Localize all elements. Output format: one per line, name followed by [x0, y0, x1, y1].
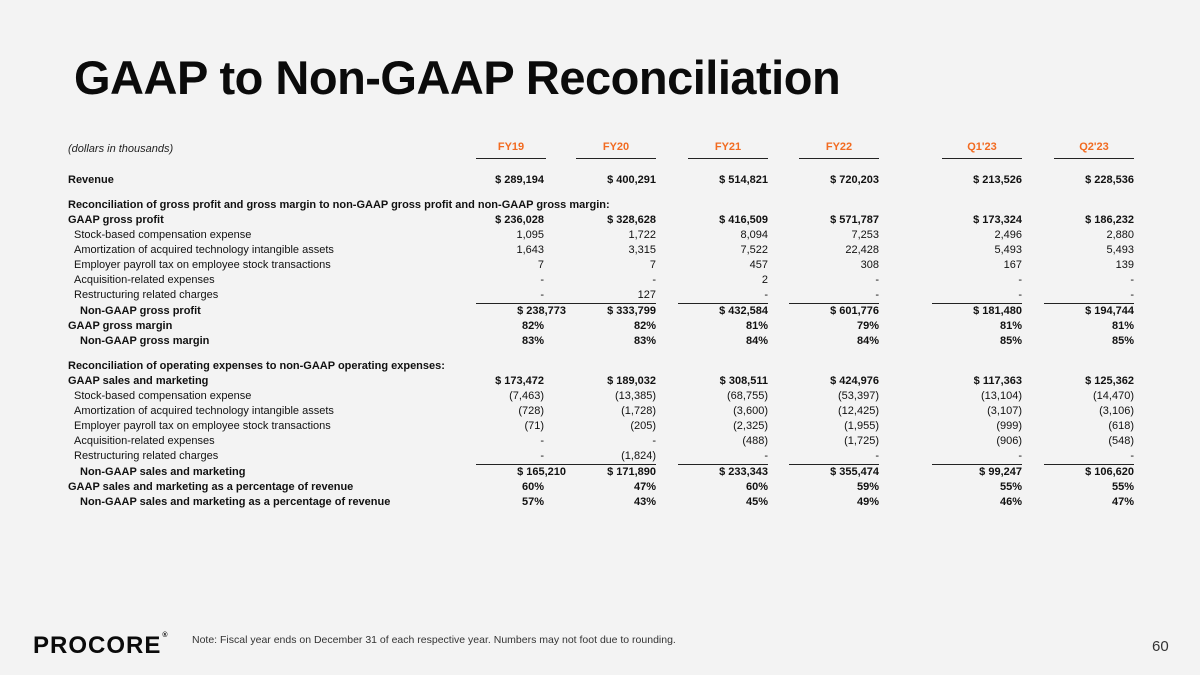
- table-row: [68, 495, 1134, 510]
- cell: $ 328,628: [607, 214, 656, 226]
- cell: $ 228,536: [1085, 174, 1134, 186]
- col-header-fy20: FY20: [544, 140, 656, 163]
- col-header-fy22: FY22: [768, 140, 879, 163]
- row-label: Restructuring related charges: [74, 289, 219, 301]
- cell: (728): [518, 405, 544, 417]
- table-row: [68, 434, 1134, 449]
- table-row: [68, 374, 1134, 389]
- cell: 47%: [1111, 496, 1134, 508]
- footnote: Note: Fiscal year ends on December 31 of each respective year. Numbers may not foot due to rounding.: [192, 634, 676, 646]
- table-row-total: [68, 303, 1134, 319]
- cell: $ 181,480: [879, 303, 1022, 319]
- cell: 85%: [1111, 335, 1134, 347]
- row-label: GAAP sales and marketing: [68, 375, 209, 387]
- cell: -: [1018, 274, 1022, 286]
- cell: $ 99,247: [879, 464, 1022, 480]
- cell: (13,385): [615, 390, 656, 402]
- row-label: Acquisition-related expenses: [74, 274, 215, 286]
- cell: (68,755): [727, 390, 768, 402]
- row-label: Revenue: [68, 174, 114, 186]
- cell: -: [1018, 289, 1022, 301]
- procore-logo: PROCORE®: [33, 632, 169, 659]
- cell: (2,325): [733, 420, 768, 432]
- cell: 2: [761, 274, 768, 286]
- table-row: [68, 419, 1134, 434]
- cell: 47%: [633, 481, 656, 493]
- cell: 7,522: [740, 244, 768, 256]
- cell: $ 125,362: [1085, 375, 1134, 387]
- cell: (7,463): [509, 390, 544, 402]
- cell: $ 186,232: [1085, 214, 1134, 226]
- cell: -: [540, 289, 544, 301]
- row-label: Non-GAAP gross margin: [80, 335, 210, 347]
- cell: -: [540, 274, 544, 286]
- cell: $ 171,890: [544, 464, 656, 480]
- page-title: GAAP to Non-GAAP Reconciliation: [74, 51, 841, 104]
- cell: 81%: [745, 320, 768, 332]
- cell: (71): [524, 420, 544, 432]
- cell: -: [652, 274, 656, 286]
- cell: (1,725): [844, 435, 879, 447]
- row-label: Amortization of acquired technology intangible assets: [74, 244, 334, 256]
- cell: (1,728): [621, 405, 656, 417]
- cell: 83%: [521, 335, 544, 347]
- cell: (488): [742, 435, 768, 447]
- cell: 57%: [521, 496, 544, 508]
- cell: 60%: [745, 481, 768, 493]
- cell: 127: [637, 289, 656, 301]
- col-header-q1-23: Q1'23: [879, 140, 1022, 163]
- table-row: [68, 213, 1134, 228]
- cell: (906): [996, 435, 1022, 447]
- col-header-fy21: FY21: [656, 140, 768, 163]
- cell: $ 400,291: [607, 174, 656, 186]
- cell: 1,722: [628, 229, 656, 241]
- cell: $ 173,324: [973, 214, 1022, 226]
- row-label: Employer payroll tax on employee stock transactions: [74, 420, 331, 432]
- cell: $ 720,203: [830, 174, 879, 186]
- cell: (548): [1108, 435, 1134, 447]
- cell: 55%: [1111, 481, 1134, 493]
- cell: 46%: [999, 496, 1022, 508]
- section-label: Reconciliation of operating expenses to non-GAAP operating expenses:: [68, 360, 445, 372]
- table-row-revenue: [68, 173, 1134, 188]
- cell: -: [764, 450, 768, 462]
- cell: (999): [996, 420, 1022, 432]
- cell: (3,106): [1099, 405, 1134, 417]
- table-row: [68, 258, 1134, 273]
- cell: $ 424,976: [830, 375, 879, 387]
- row-label: Stock-based compensation expense: [74, 229, 252, 241]
- cell: $ 432,584: [656, 303, 768, 319]
- cell: 457: [749, 259, 768, 271]
- table-row-total: [68, 464, 1134, 480]
- cell: 167: [1003, 259, 1022, 271]
- cell: $ 173,472: [495, 375, 544, 387]
- cell: (13,104): [981, 390, 1022, 402]
- cell: $ 117,363: [973, 375, 1022, 387]
- cell: (12,425): [838, 405, 879, 417]
- cell: (1,955): [844, 420, 879, 432]
- cell: 2,496: [994, 229, 1022, 241]
- cell: 81%: [1111, 320, 1134, 332]
- cell: 5,493: [1106, 244, 1134, 256]
- cell: 60%: [521, 481, 544, 493]
- cell: (3,107): [987, 405, 1022, 417]
- cell: $ 236,028: [495, 214, 544, 226]
- cell: $ 308,511: [719, 375, 768, 387]
- cell: $ 194,744: [1022, 303, 1134, 319]
- cell: 3,315: [628, 244, 656, 256]
- cell: $ 333,799: [544, 303, 656, 319]
- cell: $ 189,032: [607, 375, 656, 387]
- cell: 308: [860, 259, 879, 271]
- cell: $ 289,194: [495, 174, 544, 186]
- table-row: [68, 288, 1134, 303]
- table-row: [68, 319, 1134, 334]
- cell: $ 213,526: [973, 174, 1022, 186]
- section-heading-operating-expenses: [68, 359, 1134, 374]
- cell: 82%: [633, 320, 656, 332]
- cell: 85%: [999, 335, 1022, 347]
- cell: 43%: [633, 496, 656, 508]
- row-label: Non-GAAP sales and marketing as a percentage of revenue: [80, 496, 391, 508]
- cell: -: [652, 435, 656, 447]
- table-row: [68, 228, 1134, 243]
- row-label: GAAP sales and marketing as a percentage of revenue: [68, 481, 354, 493]
- cell: $ 238,773: [476, 303, 544, 319]
- cell: (3,600): [733, 405, 768, 417]
- cell: $ 514,821: [719, 174, 768, 186]
- cell: $ 571,787: [830, 214, 879, 226]
- row-label: GAAP gross profit: [68, 214, 164, 226]
- cell: 84%: [856, 335, 879, 347]
- cell: -: [1130, 274, 1134, 286]
- cell: 8,094: [740, 229, 768, 241]
- cell: 7,253: [851, 229, 879, 241]
- header-row: [68, 140, 1134, 163]
- cell: (1,824): [621, 450, 656, 462]
- table-row: [68, 404, 1134, 419]
- row-label: Employer payroll tax on employee stock transactions: [74, 259, 331, 271]
- cell: 1,643: [516, 244, 544, 256]
- cell: 84%: [745, 335, 768, 347]
- table-row: [68, 389, 1134, 404]
- cell: 2,880: [1106, 229, 1134, 241]
- cell: 139: [1115, 259, 1134, 271]
- cell: (14,470): [1093, 390, 1134, 402]
- table-row: [68, 334, 1134, 349]
- row-label: Amortization of acquired technology intangible assets: [74, 405, 334, 417]
- row-label: Non-GAAP sales and marketing: [80, 465, 246, 478]
- cell: 59%: [856, 481, 879, 493]
- cell: 79%: [856, 320, 879, 332]
- cell: 83%: [633, 335, 656, 347]
- cell: 49%: [856, 496, 879, 508]
- cell: -: [764, 289, 768, 301]
- cell: 5,493: [994, 244, 1022, 256]
- table-row: [68, 449, 1134, 464]
- cell: $ 416,509: [719, 214, 768, 226]
- table-row: [68, 243, 1134, 258]
- row-label: Stock-based compensation expense: [74, 390, 252, 402]
- cell: (618): [1108, 420, 1134, 432]
- cell: 55%: [999, 481, 1022, 493]
- cell: 82%: [521, 320, 544, 332]
- cell: -: [1130, 450, 1134, 462]
- section-heading-gross-profit: [68, 198, 1134, 213]
- cell: $ 233,343: [656, 464, 768, 480]
- section-label: Reconciliation of gross profit and gross margin to non-GAAP gross profit and non-GAAP gross margin:: [68, 199, 610, 211]
- row-label: Non-GAAP gross profit: [80, 304, 201, 317]
- cell: 45%: [745, 496, 768, 508]
- cell: -: [875, 274, 879, 286]
- cell: 1,095: [516, 229, 544, 241]
- col-header-q2-23: Q2'23: [1022, 140, 1134, 163]
- row-label: Restructuring related charges: [74, 450, 219, 462]
- cell: -: [1018, 450, 1022, 462]
- cell: -: [875, 289, 879, 301]
- cell: $ 355,474: [768, 464, 879, 480]
- cell: 7: [537, 259, 544, 271]
- table-row: [68, 480, 1134, 495]
- cell: -: [540, 450, 544, 462]
- table-row: [68, 273, 1134, 288]
- reconciliation-table-container: [68, 140, 1134, 510]
- cell: (53,397): [838, 390, 879, 402]
- cell: $ 106,620: [1022, 464, 1134, 480]
- cell: $ 165,210: [476, 464, 544, 480]
- cell: $ 601,776: [768, 303, 879, 319]
- units-label: (dollars in thousands): [68, 143, 174, 155]
- cell: -: [540, 435, 544, 447]
- cell: 7: [649, 259, 656, 271]
- cell: -: [1130, 289, 1134, 301]
- row-label: GAAP gross margin: [68, 320, 173, 332]
- reconciliation-table: [68, 140, 1134, 510]
- cell: (205): [630, 420, 656, 432]
- col-header-fy19: FY19: [476, 140, 544, 163]
- row-label: Acquisition-related expenses: [74, 435, 215, 447]
- cell: 81%: [999, 320, 1022, 332]
- cell: 22,428: [845, 244, 879, 256]
- cell: -: [875, 450, 879, 462]
- page-number: 60: [1152, 638, 1169, 655]
